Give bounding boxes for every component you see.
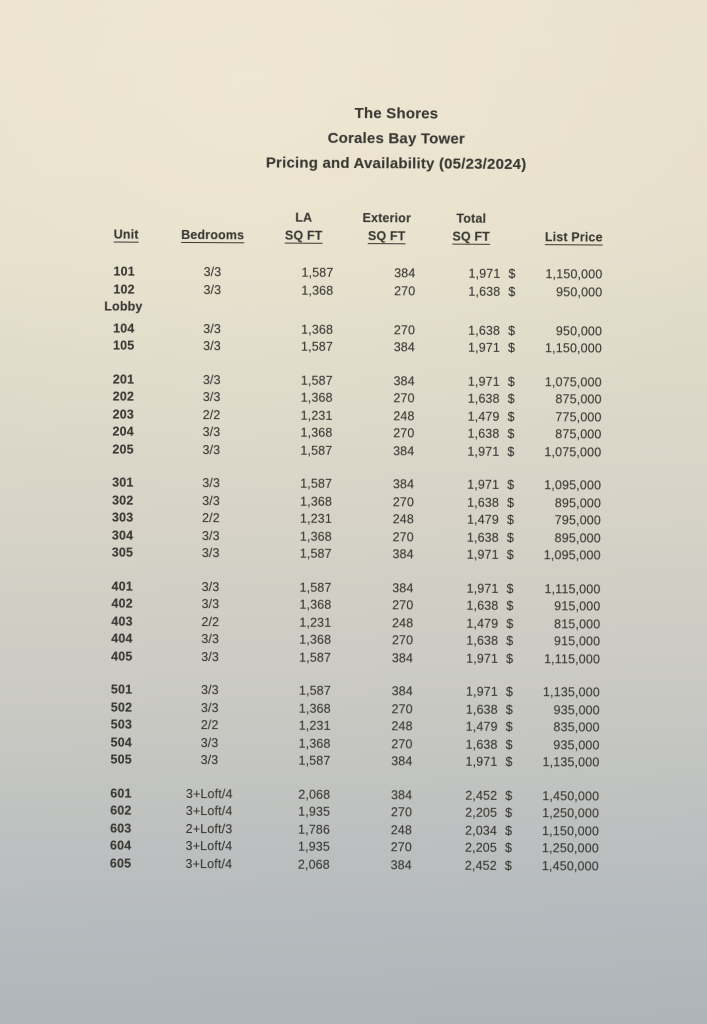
la-sqft-cell: 1,368 xyxy=(300,425,333,440)
list-price-cell: 1,115,000 xyxy=(544,581,601,597)
currency-cell: $ xyxy=(506,598,514,613)
total-sqft-cell: 1,479 xyxy=(467,409,500,424)
list-price-cell: 1,450,000 xyxy=(542,788,600,804)
currency-cell: $ xyxy=(507,477,515,492)
total-sqft-cell: 1,971 xyxy=(467,444,500,459)
exterior-sqft-cell: 384 xyxy=(391,754,413,769)
la-sqft-cell: 2,068 xyxy=(297,857,330,872)
la-sqft-cell: 1,368 xyxy=(299,597,332,612)
exterior-sqft-cell: 384 xyxy=(392,580,414,595)
list-price-cell: 950,000 xyxy=(555,323,603,339)
currency-cell: $ xyxy=(505,719,513,734)
bedrooms-cell: 3/3 xyxy=(202,425,221,440)
bedrooms-cell: 3/3 xyxy=(202,476,221,491)
table-row xyxy=(111,648,600,668)
total-sqft-cell: 1,971 xyxy=(465,754,498,769)
unit-cell: 603 xyxy=(110,821,132,836)
total-sqft-cell: 1,479 xyxy=(466,512,499,527)
exterior-sqft-cell: 270 xyxy=(392,529,414,544)
currency-cell: $ xyxy=(506,651,514,666)
table-row xyxy=(113,338,602,358)
exterior-sqft-cell: 248 xyxy=(391,615,414,630)
total-sqft-cell: 1,971 xyxy=(465,684,498,699)
unit-cell: 304 xyxy=(111,528,134,543)
list-price-cell: 875,000 xyxy=(555,427,602,442)
exterior-sqft-cell: 270 xyxy=(393,391,415,406)
total-sqft-cell: 1,638 xyxy=(467,426,500,441)
unit-cell: 405 xyxy=(111,649,133,664)
bedrooms-cell: 3/3 xyxy=(202,442,221,457)
bedrooms-cell xyxy=(171,299,253,317)
exterior-sqft-header: Exterior SQ FT xyxy=(362,211,412,244)
currency-cell: $ xyxy=(506,633,514,648)
exterior-sqft-cell: 270 xyxy=(393,426,415,441)
currency-cell: $ xyxy=(506,530,514,545)
exterior-sqft-cell: 384 xyxy=(391,684,413,699)
la-sqft-cell: 1,587 xyxy=(300,443,333,458)
la-sqft-cell: 1,587 xyxy=(300,373,333,388)
total-sqft-cell: 1,638 xyxy=(468,323,501,338)
unit-cell: 504 xyxy=(110,735,132,750)
bedrooms-cell: 3/3 xyxy=(203,321,222,336)
bedrooms-cell: 3/3 xyxy=(200,735,219,750)
total-sqft-cell: 1,479 xyxy=(465,719,498,734)
floor-group xyxy=(112,371,602,461)
exterior-sqft-cell: 384 xyxy=(393,373,415,388)
bedrooms-cell: 3+Loft/4 xyxy=(185,838,233,854)
la-sqft-cell: 1,587 xyxy=(299,580,332,595)
currency-cell: $ xyxy=(507,391,515,406)
total-sqft-cell: 1,971 xyxy=(467,340,501,355)
unit-cell: 505 xyxy=(110,752,132,767)
bedrooms-cell: 3/3 xyxy=(200,753,219,768)
unit-cell: 203 xyxy=(112,407,134,422)
bedrooms-cell: 2/2 xyxy=(201,614,220,629)
bedrooms-cell: 2+Loft/3 xyxy=(185,821,233,836)
la-sqft-cell: 1,368 xyxy=(298,701,331,716)
bedrooms-cell: 2/2 xyxy=(202,407,221,422)
total-sqft-cell: 1,638 xyxy=(466,495,500,510)
total-sqft-cell: 1,971 xyxy=(466,581,499,596)
exterior-sqft-cell xyxy=(333,300,415,318)
list-price-cell xyxy=(523,301,602,319)
unit-cell: 605 xyxy=(109,856,132,871)
list-price-header: List Price xyxy=(544,230,603,245)
currency-cell: $ xyxy=(505,823,513,838)
la-sqft-cell: 1,935 xyxy=(297,839,330,854)
list-price-cell: 1,095,000 xyxy=(543,548,601,563)
la-sqft-cell: 1,368 xyxy=(301,283,334,298)
currency-cell: $ xyxy=(505,805,513,820)
total-sqft-cell: 1,971 xyxy=(467,374,500,389)
la-sqft-cell: 1,786 xyxy=(297,822,331,837)
list-price-cell: 1,095,000 xyxy=(544,478,602,493)
total-sqft-cell: 1,971 xyxy=(466,651,499,666)
total-sqft-cell: 1,638 xyxy=(468,284,501,299)
exterior-sqft-cell: 270 xyxy=(391,633,414,648)
la-sqft-cell: 1,587 xyxy=(299,546,332,561)
exterior-sqft-cell: 248 xyxy=(391,719,413,734)
currency-cell: $ xyxy=(506,547,514,562)
unit-cell: 303 xyxy=(111,510,134,525)
list-price-cell: 835,000 xyxy=(553,720,600,735)
unit-header: Unit xyxy=(113,227,139,242)
la-sqft-cell: 1,368 xyxy=(299,529,332,544)
total-sqft-cell: 1,638 xyxy=(465,737,498,752)
total-sqft-cell: 1,971 xyxy=(466,547,499,562)
currency-cell: $ xyxy=(507,374,515,389)
currency-cell: $ xyxy=(505,754,513,769)
la-sqft-cell: 1,587 xyxy=(299,650,332,665)
total-sqft-cell xyxy=(415,300,500,318)
la-sqft-cell xyxy=(253,299,333,317)
currency-cell: $ xyxy=(508,266,516,281)
currency-cell: $ xyxy=(508,323,516,338)
bedrooms-cell: 3/3 xyxy=(200,683,219,698)
unit-cell: 201 xyxy=(112,372,135,387)
list-price-cell: 1,250,000 xyxy=(542,806,600,821)
list-price-cell: 950,000 xyxy=(556,284,603,300)
table-row xyxy=(112,545,601,565)
unit-cell: 302 xyxy=(112,493,134,508)
la-sqft-cell: 1,587 xyxy=(298,753,331,768)
unit-cell: 102 xyxy=(113,282,135,297)
table-header-row xyxy=(114,208,603,247)
exterior-sqft-cell: 384 xyxy=(392,477,415,492)
list-price-cell: 815,000 xyxy=(554,616,601,632)
total-sqft-cell: 2,452 xyxy=(464,858,497,873)
exterior-sqft-cell: 384 xyxy=(393,340,416,355)
total-sqft-cell: 1,638 xyxy=(467,391,500,406)
unit-cell: 604 xyxy=(109,838,132,853)
la-sqft-cell: 1,587 xyxy=(300,339,334,354)
exterior-sqft-cell: 248 xyxy=(393,408,415,423)
list-price-cell: 1,450,000 xyxy=(541,858,599,874)
list-price-cell: 1,150,000 xyxy=(544,341,603,356)
unit-cell: 601 xyxy=(110,786,132,801)
exterior-sqft-cell: 270 xyxy=(392,598,414,613)
la-sqft-cell: 1,231 xyxy=(300,408,333,423)
bedrooms-cell: 2/2 xyxy=(200,718,219,733)
currency-cell: $ xyxy=(505,737,513,752)
unit-cell: 101 xyxy=(113,264,135,279)
list-price-cell: 895,000 xyxy=(554,495,602,511)
unit-cell: 404 xyxy=(111,631,133,646)
list-price-cell: 1,150,000 xyxy=(545,267,603,282)
pricing-table xyxy=(104,208,603,892)
table-row xyxy=(112,441,601,461)
currency-cell: $ xyxy=(506,616,514,631)
list-price-cell: 1,135,000 xyxy=(542,685,600,700)
list-price-cell: 915,000 xyxy=(553,634,601,649)
bedrooms-cell: 3+Loft/4 xyxy=(185,786,233,801)
list-price-cell: 895,000 xyxy=(554,530,601,546)
la-sqft-cell: 1,231 xyxy=(299,511,333,526)
la-sqft-header: LA SQ FT xyxy=(284,210,323,243)
list-price-cell: 915,000 xyxy=(554,599,601,614)
total-sqft-cell: 2,452 xyxy=(465,788,498,803)
la-sqft-cell: 1,231 xyxy=(299,615,332,630)
floor-group xyxy=(110,785,600,875)
exterior-sqft-cell: 270 xyxy=(390,805,413,820)
unit-cell: 602 xyxy=(110,803,132,818)
bedrooms-cell: 2/2 xyxy=(201,511,220,526)
currency-cell xyxy=(500,301,523,319)
exterior-sqft-cell: 270 xyxy=(392,494,415,509)
bedrooms-cell: 3+Loft/4 xyxy=(185,803,233,819)
la-sqft-cell: 1,368 xyxy=(300,390,333,405)
table-row xyxy=(110,752,599,772)
la-sqft-cell: 1,368 xyxy=(298,736,331,751)
unit-cell: 501 xyxy=(110,682,133,697)
exterior-sqft-cell: 384 xyxy=(394,266,416,281)
total-sqft-header: Total SQ FT xyxy=(452,211,491,244)
bedrooms-cell: 3/3 xyxy=(201,546,220,561)
list-price-cell: 935,000 xyxy=(553,702,600,718)
currency-cell: $ xyxy=(506,581,514,596)
list-price-cell: 1,075,000 xyxy=(544,374,602,390)
list-price-cell: 1,250,000 xyxy=(541,841,599,856)
currency-cell: $ xyxy=(506,512,515,527)
bedrooms-cell: 3/3 xyxy=(201,632,220,647)
unit-cell: 503 xyxy=(110,717,133,732)
pricing-table-body xyxy=(104,264,603,876)
total-sqft-cell: 1,638 xyxy=(466,598,499,613)
list-price-cell: 875,000 xyxy=(555,392,602,407)
bedrooms-cell: 3/3 xyxy=(203,282,222,297)
list-price-cell: 935,000 xyxy=(553,737,600,753)
la-sqft-cell: 1,587 xyxy=(300,476,333,491)
currency-cell: $ xyxy=(504,840,513,855)
list-price-cell: 795,000 xyxy=(554,513,601,528)
la-sqft-cell: 1,368 xyxy=(299,632,332,647)
list-price-cell: 1,115,000 xyxy=(544,651,601,667)
bedrooms-cell: 3/3 xyxy=(201,597,220,612)
bedrooms-cell: 3/3 xyxy=(202,390,221,405)
bedrooms-cell: 3/3 xyxy=(202,493,221,508)
unit-cell: 305 xyxy=(111,545,134,560)
floor-group xyxy=(111,578,601,668)
bedrooms-cell: 3/3 xyxy=(201,579,220,594)
exterior-sqft-cell: 270 xyxy=(390,840,412,855)
exterior-sqft-cell: 270 xyxy=(393,322,416,337)
unit-cell: 402 xyxy=(111,596,133,611)
property-name: The Shores xyxy=(354,104,439,123)
la-sqft-cell: 1,935 xyxy=(298,804,331,819)
total-sqft-cell: 1,479 xyxy=(466,616,499,631)
list-price-cell: 775,000 xyxy=(555,409,602,425)
bedrooms-cell: 3/3 xyxy=(200,700,219,715)
unit-cell: Lobby xyxy=(104,299,143,314)
la-sqft-cell: 2,068 xyxy=(298,787,331,802)
exterior-sqft-cell: 384 xyxy=(392,547,414,562)
floor-group xyxy=(110,682,600,772)
exterior-sqft-cell: 270 xyxy=(393,283,416,298)
exterior-sqft-cell: 384 xyxy=(393,443,415,458)
exterior-sqft-cell: 248 xyxy=(390,822,413,837)
exterior-sqft-cell: 384 xyxy=(390,787,413,802)
unit-cell: 105 xyxy=(112,338,135,353)
bedrooms-cell: 3/3 xyxy=(203,339,221,354)
currency-cell: $ xyxy=(505,788,513,803)
list-price-cell: 1,150,000 xyxy=(542,823,600,839)
floor-group xyxy=(112,475,602,565)
la-sqft-cell: 1,587 xyxy=(298,683,331,698)
exterior-sqft-cell: 270 xyxy=(391,701,413,716)
total-sqft-cell: 1,971 xyxy=(467,477,500,492)
currency-cell: $ xyxy=(507,444,515,459)
bedrooms-cell: 3/3 xyxy=(201,528,220,543)
unit-cell: 301 xyxy=(112,475,134,490)
bedrooms-cell: 3/3 xyxy=(202,372,221,387)
currency-cell: $ xyxy=(505,702,513,717)
list-price-cell: 1,075,000 xyxy=(544,444,602,460)
total-sqft-cell: 1,971 xyxy=(468,266,501,281)
unit-cell: 502 xyxy=(110,700,133,715)
document-subtitle: Pricing and Availability (05/23/2024) xyxy=(265,154,527,174)
document-title-block xyxy=(83,99,707,178)
table-row xyxy=(104,299,602,319)
currency-cell: $ xyxy=(507,340,516,355)
currency-cell: $ xyxy=(507,495,515,510)
unit-cell: 205 xyxy=(112,442,134,457)
unit-cell: 202 xyxy=(112,389,135,404)
total-sqft-cell: 2,205 xyxy=(464,840,497,855)
total-sqft-cell: 1,638 xyxy=(466,530,499,545)
currency-cell: $ xyxy=(505,684,514,699)
table-row xyxy=(110,855,599,875)
la-sqft-cell: 1,587 xyxy=(301,265,334,280)
bedrooms-cell: 3+Loft/4 xyxy=(185,856,233,871)
unit-cell: 403 xyxy=(111,614,133,629)
currency-cell: $ xyxy=(507,426,515,441)
total-sqft-cell: 2,205 xyxy=(465,805,498,820)
floor-group xyxy=(104,264,603,358)
la-sqft-cell: 1,231 xyxy=(298,718,331,733)
bedrooms-header: Bedrooms xyxy=(181,227,245,243)
exterior-sqft-cell: 384 xyxy=(390,857,412,872)
total-sqft-cell: 2,034 xyxy=(464,823,498,838)
unit-cell: 204 xyxy=(112,424,134,439)
total-sqft-cell: 1,638 xyxy=(466,633,499,648)
exterior-sqft-cell: 270 xyxy=(391,736,413,751)
la-sqft-cell: 1,368 xyxy=(299,494,333,509)
list-price-cell: 1,135,000 xyxy=(542,755,600,770)
exterior-sqft-cell: 384 xyxy=(391,650,414,665)
currency-cell: $ xyxy=(504,858,512,873)
unit-cell: 104 xyxy=(113,321,135,336)
tower-name: Corales Bay Tower xyxy=(327,129,466,148)
total-sqft-cell: 1,638 xyxy=(465,702,498,717)
currency-cell: $ xyxy=(507,409,515,424)
unit-cell: 401 xyxy=(111,579,133,594)
currency-cell: $ xyxy=(508,284,516,299)
exterior-sqft-cell: 248 xyxy=(392,512,414,527)
bedrooms-cell: 3/3 xyxy=(201,649,220,664)
la-sqft-cell: 1,368 xyxy=(301,322,334,337)
bedrooms-cell: 3/3 xyxy=(203,265,222,280)
